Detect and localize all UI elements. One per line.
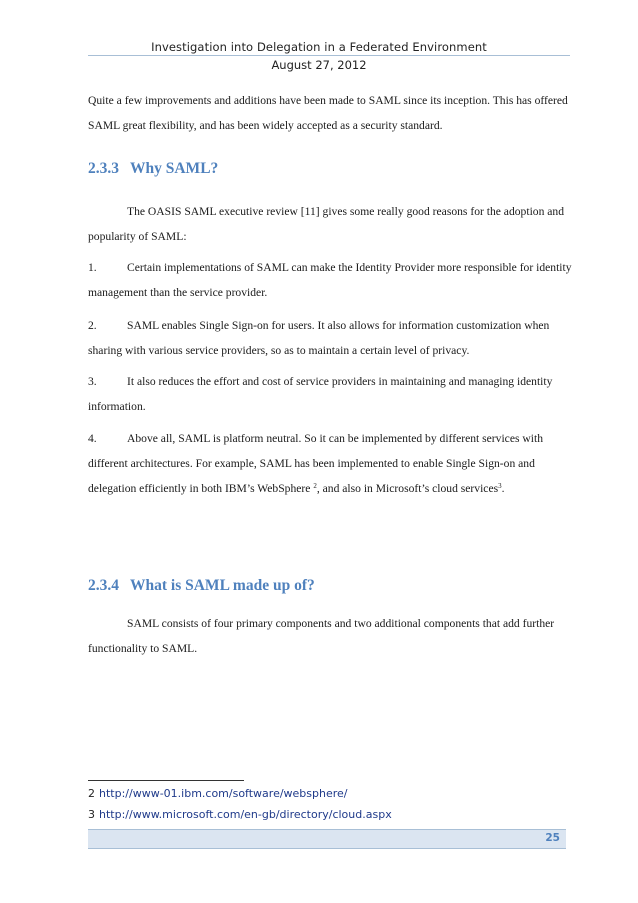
document-date: August 27, 2012 — [271, 58, 367, 72]
footnote-mark: 2 — [88, 787, 95, 800]
page-footer — [88, 829, 566, 849]
list-item-text: . — [501, 482, 505, 495]
list-item-text: SAML enables Single Sign-on for users. It also allows for information customization when sharing with various service providers, so as to maintain a certain level of privacy. — [88, 319, 550, 357]
list-item-text: , and also in Microsoft’s cloud services — [316, 482, 499, 495]
list-item-number: 2. — [88, 319, 97, 332]
section-number: 2.3.4 — [88, 577, 119, 594]
footnote-ref[interactable]: 3 — [498, 482, 502, 490]
page-number: 25 — [545, 832, 560, 844]
list-item-number: 3. — [88, 375, 97, 388]
section-title: Why SAML? — [130, 160, 219, 177]
footnote-link[interactable]: http://www.microsoft.com/en-gb/directory/cloud.aspx — [99, 808, 392, 821]
list-item — [88, 369, 573, 419]
list-item-number: 4. — [88, 432, 97, 445]
list-item — [88, 313, 573, 363]
header-divider — [88, 55, 570, 56]
list-item — [88, 426, 573, 501]
footnote-mark: 3 — [88, 808, 95, 821]
list-item — [88, 255, 573, 305]
list-item-number: 1. — [88, 261, 97, 274]
section-paragraph: The OASIS SAML executive review [11] gives some really good reasons for the adoption and popularity of SAML: — [88, 205, 565, 243]
document-title: Investigation into Delegation in a Federated Environment — [151, 40, 487, 54]
footnote-ref[interactable]: 2 — [313, 482, 317, 490]
section-title: What is SAML made up of? — [130, 577, 315, 594]
list-item-text: It also reduces the effort and cost of service providers in maintaining and managing identity information. — [88, 375, 553, 413]
footnote — [88, 808, 392, 821]
list-item-text: Above all, SAML is platform neutral. So it can be implemented by different services with different architectures. For example, SAML has been implemented to enable Single Sign-on and delegation efficiently in both IBM’s WebSphere — [88, 432, 543, 495]
section-heading-why-saml — [88, 160, 218, 178]
section-heading-saml-components — [88, 577, 315, 595]
list-item-text: Certain implementations of SAML can make the Identity Provider more responsible for identity management than the service provider. — [88, 261, 572, 299]
section-number: 2.3.3 — [88, 160, 119, 177]
intro-paragraph: Quite a few improvements and additions have been made to SAML since its inception. This has offered SAML great flexibility, and has been widely accepted as a security standard. — [88, 94, 568, 132]
footnote-link[interactable]: http://www-01.ibm.com/software/websphere/ — [99, 787, 348, 800]
footnote-divider — [88, 780, 244, 781]
footnote — [88, 787, 348, 800]
section-paragraph: SAML consists of four primary components and two additional components that add further functionality to SAML. — [88, 617, 555, 655]
